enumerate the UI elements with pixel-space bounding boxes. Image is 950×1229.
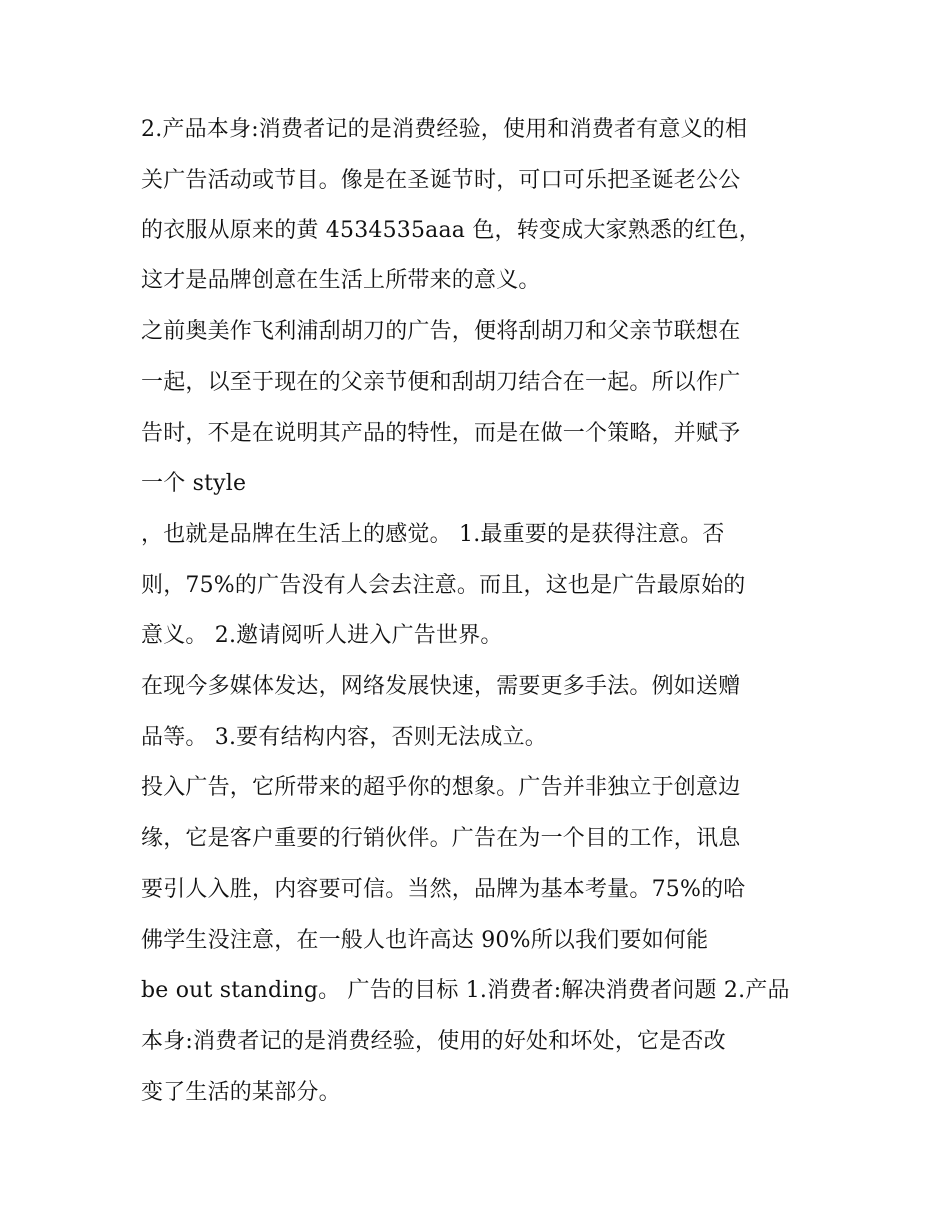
text-line: 一个 style: [141, 471, 247, 496]
text-line: 这才是品牌创意在生活上所带来的意义。: [141, 268, 541, 293]
text-line: 的衣服从原来的黄 4534535aaa 色，转变成大家熟悉的红色，: [141, 218, 761, 243]
text-line: 则，75%的广告没有人会去注意。而且，这也是广告最原始的: [141, 573, 746, 598]
text-line: 投入广告，它所带来的超乎你的想象。广告并非独立于创意边: [141, 775, 741, 800]
text-line: 关广告活动或节目。像是在圣诞节时，可口可乐把圣诞老公公: [141, 168, 741, 193]
text-line: 一起，以至于现在的父亲节便和刮胡刀结合在一起。所以作广: [141, 370, 741, 395]
text-line: 缘，它是客户重要的行销伙伴。广告在为一个目的工作，讯息: [141, 826, 741, 851]
text-line: 在现今多媒体发达，网络发展快速，需要更多手法。例如送赠: [141, 674, 741, 699]
text-line: 本身:消费者记的是消费经验，使用的好处和坏处，它是否改: [141, 1029, 726, 1054]
text-line: be out standing。 广告的目标 1.消费者:解决消费者问题 2.产品: [141, 978, 790, 1003]
text-line: 意义。 2.邀请阅听人进入广告世界。: [141, 623, 503, 648]
text-line: 2.产品本身:消费者记的是消费经验，使用和消费者有意义的相: [141, 117, 748, 142]
text-line: 品等。 3.要有结构内容，否则无法成立。: [141, 725, 547, 750]
text-line: 之前奥美作飞利浦刮胡刀的广告，便将刮胡刀和父亲节联想在: [141, 319, 741, 344]
text-line: 告时，不是在说明其产品的特性，而是在做一个策略，并赋予: [141, 421, 741, 446]
text-line: ，也就是品牌在生活上的感觉。 1.最重要的是获得注意。否: [141, 522, 725, 547]
text-line: 佛学生没注意，在一般人也许高达 90%所以我们要如何能: [141, 928, 709, 953]
text-line: 要引人入胜，内容要可信。当然，品牌为基本考量。75%的哈: [141, 877, 746, 902]
text-line: 变了生活的某部分。: [141, 1080, 341, 1105]
